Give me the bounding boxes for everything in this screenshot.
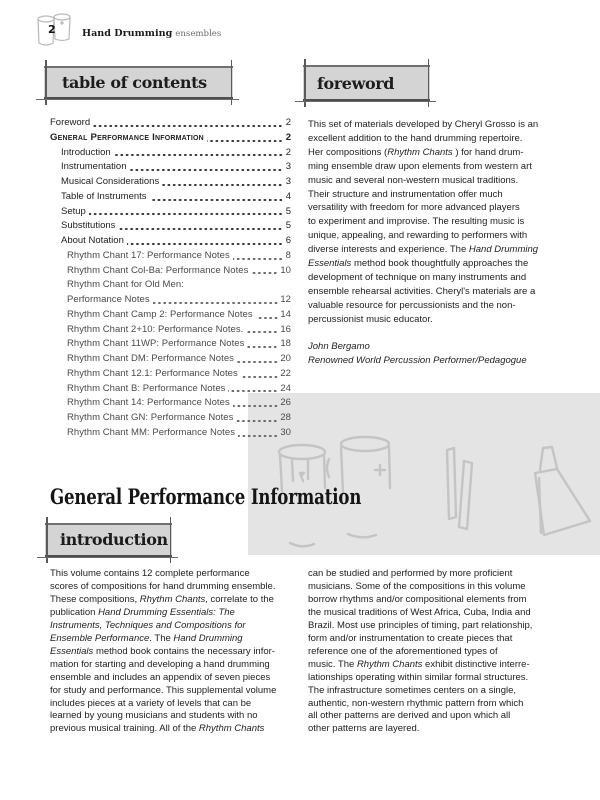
cowbell-sketch xyxy=(535,447,590,535)
toc-entry-label: Performance Notes xyxy=(67,294,150,305)
toc-entry-page: 8 xyxy=(285,249,291,261)
text-run: scores of compositions for hand drumming ensemble. xyxy=(50,580,276,592)
dot-leader xyxy=(129,169,283,171)
toc-entry-label: General Performance Information xyxy=(50,131,204,143)
introduction-column-right xyxy=(308,568,532,736)
toc-entry-page: 26 xyxy=(280,397,291,409)
italic-text: Rhythm Chants xyxy=(387,146,453,158)
dot-leader xyxy=(241,376,279,378)
italic-text: Essentials xyxy=(308,258,352,270)
text-line xyxy=(308,633,532,646)
foreword-signature xyxy=(308,340,527,368)
text-line xyxy=(308,215,538,229)
toc-entry-page: 3 xyxy=(285,161,291,173)
text-line xyxy=(308,313,538,327)
toc-entry-page: 24 xyxy=(280,382,291,394)
text-line xyxy=(308,672,532,685)
text-line xyxy=(308,581,532,594)
toc-entry xyxy=(67,249,291,264)
text-run: excellent addition to the hand drumming repertoire. xyxy=(308,132,523,144)
toc-entry-label: Musical Considerations xyxy=(61,176,160,187)
text-line xyxy=(308,620,532,633)
toc-entry-label: Rhythm Chant 11WP: Performance Notes xyxy=(67,338,245,350)
dot-leader xyxy=(118,228,283,230)
toc-entry xyxy=(67,323,291,338)
foreword-label: foreword xyxy=(317,74,395,93)
toc-entry-label: Rhythm Chant 14: Performance Notes xyxy=(67,397,230,409)
toc-entry-page: 10 xyxy=(280,264,291,276)
toc-entry xyxy=(67,264,291,279)
text-run: learned by young musicians and students with no xyxy=(50,710,258,722)
text-line xyxy=(308,594,532,607)
toc-entry-label: Instrumentation xyxy=(61,161,127,173)
text-line xyxy=(308,160,538,174)
text-line xyxy=(308,229,538,243)
toc-entry xyxy=(61,219,291,234)
toc-entry-label: Rhythm Chant 2+10: Performance Notes. xyxy=(67,323,244,335)
text-line xyxy=(50,594,276,607)
text-run: all other patterns are derived and upon which all xyxy=(308,710,511,722)
text-run: music. The xyxy=(308,658,357,670)
text-line xyxy=(50,685,276,698)
toc-label-box xyxy=(44,66,233,100)
toc-entry xyxy=(50,116,291,131)
text-run: method book thoughtfully approaches the xyxy=(351,258,529,270)
text-line xyxy=(308,188,538,202)
text-run: This volume contains 12 complete performance xyxy=(50,568,250,579)
text-line xyxy=(308,659,532,672)
toc-entry-page: 5 xyxy=(285,205,291,217)
toc-entry xyxy=(67,367,291,382)
dot-leader xyxy=(238,435,278,437)
toc-entry-label: Rhythm Chant 17: Performance Notes xyxy=(67,249,230,261)
dot-leader xyxy=(114,154,283,156)
text-line xyxy=(50,698,276,711)
toc-entry-page: 28 xyxy=(280,412,291,423)
text-run: These compositions, xyxy=(50,593,140,605)
toc-entry xyxy=(61,205,291,220)
toc-entry-page: 6 xyxy=(285,235,291,246)
text-run: lationships operating within similar formal structures. xyxy=(308,671,529,683)
table-of-contents xyxy=(50,116,291,441)
toc-entry-page: 14 xyxy=(280,308,291,320)
dot-leader xyxy=(247,346,278,348)
text-line xyxy=(50,659,276,672)
text-line xyxy=(50,607,276,620)
text-line xyxy=(50,568,276,581)
toc-entry-label: Rhythm Chant Camp 2: Performance Notes xyxy=(67,308,253,320)
text-run: method book contains the necessary infor- xyxy=(93,645,275,657)
toc-entry-page: 3 xyxy=(285,176,291,187)
dot-leader xyxy=(236,420,278,422)
claves-sketch xyxy=(447,448,472,529)
text-run: ming ensemble draw upon elements from western art xyxy=(308,160,532,172)
dot-leader xyxy=(93,125,283,127)
text-run: diverse interests and experience. The xyxy=(308,244,469,256)
text-line xyxy=(308,723,532,736)
toc-entry-label: Rhythm Chant MM: Performance Notes xyxy=(67,426,236,438)
text-run: includes pieces at a variety of levels that can be xyxy=(50,697,252,709)
text-run: , correlate to the xyxy=(205,593,274,605)
toc-entry xyxy=(61,175,291,190)
text-line xyxy=(308,132,538,146)
toc-entry-page: 4 xyxy=(285,190,291,202)
text-run: exhibit distinctive interre- xyxy=(422,658,530,670)
toc-entry-page: 22 xyxy=(280,367,291,379)
dot-leader xyxy=(256,317,279,319)
italic-text: Hand Drumming xyxy=(173,632,243,644)
toc-entry-page: 2 xyxy=(285,131,291,143)
text-run: . The xyxy=(149,632,174,644)
dot-leader xyxy=(233,405,279,407)
text-run: form and/or instrumentation to create pieces that xyxy=(308,632,513,644)
text-line xyxy=(308,607,532,620)
toc-entry-page: 12 xyxy=(280,294,291,305)
text-line xyxy=(308,710,532,723)
text-run: ensemble and includes an appendix of seven pieces xyxy=(50,671,271,683)
text-run: music and several non-western musical traditions. xyxy=(308,174,519,186)
dot-leader xyxy=(233,258,283,260)
dot-leader xyxy=(251,272,278,274)
toc-entry-label: Rhythm Chant DM: Performance Notes xyxy=(67,353,234,364)
italic-text: Rhythm Chants xyxy=(139,593,206,605)
brush-stroke xyxy=(37,557,178,558)
brush-stroke xyxy=(36,99,239,100)
text-line xyxy=(308,257,538,271)
text-line xyxy=(50,620,276,633)
dot-leader xyxy=(207,140,283,142)
toc-entry xyxy=(67,426,291,441)
text-run: mation for starting and developing a hand drumming xyxy=(50,658,270,670)
text-line xyxy=(50,710,276,723)
text-run: to experiment and improvise. The resulting music is xyxy=(308,216,525,228)
text-run: ) for hand drum- xyxy=(452,146,524,158)
text-line xyxy=(308,568,532,581)
toc-entry-page: 5 xyxy=(285,220,291,232)
text-line xyxy=(308,285,538,299)
text-run: musicians. Some of the compositions in this volume xyxy=(308,580,526,592)
text-run: for study and performance. This supplemental volume xyxy=(50,684,277,696)
text-line xyxy=(308,299,538,313)
text-line xyxy=(308,201,538,215)
instrument-sketch-panel xyxy=(248,393,600,555)
section-heading: General Performance Information xyxy=(50,484,362,509)
foreword-body xyxy=(308,118,538,327)
introduction-label: introduction xyxy=(60,530,168,549)
page-number: 2 xyxy=(48,23,56,36)
toc-entry xyxy=(67,396,291,411)
italic-text: Hand Drumming xyxy=(468,244,539,256)
text-run: percussionist music educator. xyxy=(308,313,433,325)
toc-entry-label: Rhythm Chant for Old Men: xyxy=(67,279,184,291)
toc-entry-label: Rhythm Chant GN: Performance Notes xyxy=(67,412,234,423)
text-run: Her compositions ( xyxy=(308,146,388,158)
dot-leader xyxy=(237,361,278,363)
toc-entry-label: Substitutions xyxy=(61,220,116,232)
text-run: can be studied and performed by more proficient xyxy=(308,568,513,579)
text-run: Their structure and instrumentation offer much xyxy=(308,188,503,200)
text-line xyxy=(50,646,276,659)
text-run: unique, appealing, and rewarding to performers with xyxy=(308,230,528,242)
italic-text: Rhythm Chants xyxy=(198,723,265,735)
toc-entry xyxy=(61,146,291,161)
text-line xyxy=(308,698,532,711)
text-run: publication xyxy=(50,606,99,618)
dot-leader xyxy=(89,213,283,215)
toc-entry xyxy=(67,337,291,352)
text-run: authentic, non-western rhythmic pattern from which xyxy=(308,697,524,709)
toc-entry-page: 16 xyxy=(280,323,291,335)
toc-entry xyxy=(67,278,291,293)
dot-leader xyxy=(150,199,283,201)
toc-entry xyxy=(61,234,291,249)
text-run: previous musical training. All of the xyxy=(50,723,199,735)
text-line xyxy=(308,646,532,659)
toc-entry xyxy=(67,352,291,367)
italic-text: Rhythm Chants xyxy=(356,658,423,670)
foreword-label-box xyxy=(303,65,430,102)
toc-entry xyxy=(50,131,291,146)
text-run: development of technique on many instruments and xyxy=(308,271,527,283)
running-title-sub: ensembles xyxy=(175,29,222,39)
text-line xyxy=(308,685,532,698)
toc-entry-label: Introduction xyxy=(61,146,111,158)
text-run: other patterns are layered. xyxy=(308,723,420,735)
text-run: borrow rhythms and/or compositional elements from xyxy=(308,593,527,605)
dot-leader xyxy=(228,390,278,392)
toc-entry-page: 2 xyxy=(285,117,291,128)
text-line xyxy=(50,633,276,646)
toc-entry-label: Setup xyxy=(61,205,86,217)
text-line xyxy=(308,271,538,285)
toc-entry xyxy=(67,293,291,308)
dot-leader xyxy=(246,331,278,333)
toc-entry xyxy=(67,382,291,397)
toc-entry-page: 30 xyxy=(280,426,291,438)
dot-leader xyxy=(127,243,283,245)
toc-label: table of contents xyxy=(62,73,207,92)
text-run: The infrastructure sometimes centers on a single, xyxy=(308,684,517,696)
toc-entry-label: Rhythm Chant B: Performance Notes xyxy=(67,382,226,394)
toc-entry-label: Table of Instruments xyxy=(61,190,147,202)
toc-entry xyxy=(61,190,291,205)
text-line xyxy=(308,174,538,188)
brush-stroke xyxy=(295,101,436,102)
text-line xyxy=(50,672,276,685)
text-run: reference one of the aforementioned types of xyxy=(308,645,498,657)
toc-entry-label: Rhythm Chant Col-Ba: Performance Notes xyxy=(67,264,249,276)
dot-leader xyxy=(162,184,283,186)
toc-entry-page: 2 xyxy=(285,146,291,158)
italic-text: Essentials xyxy=(50,645,94,657)
text-run: Brazil. Most use principles of timing, part relationship, xyxy=(308,619,533,631)
italic-text: Hand Drumming Essentials: The xyxy=(98,606,235,618)
toc-entry-label: Foreword xyxy=(50,117,91,128)
toc-entry-label: About Notation xyxy=(61,235,124,246)
toc-entry-label: Rhythm Chant 12.1: Performance Notes xyxy=(67,367,238,379)
toc-entry xyxy=(61,160,291,175)
toc-entry-page: 18 xyxy=(280,338,291,350)
text-run: valuable resource for percussionists and the non- xyxy=(308,299,516,311)
text-line xyxy=(308,118,538,132)
text-line xyxy=(308,243,538,257)
text-line xyxy=(50,581,276,594)
introduction-label-box xyxy=(45,523,172,558)
signature-name: John Bergamo xyxy=(308,341,370,352)
italic-text: Instruments, Techniques and Compositions for xyxy=(50,619,246,631)
running-title xyxy=(82,23,221,41)
running-title-main: Hand Drumming xyxy=(82,28,173,39)
introduction-column-left xyxy=(50,568,276,736)
instrument-sketch-illustration xyxy=(248,393,600,555)
text-run: This set of materials developed by Cheryl Grosso is an xyxy=(308,119,539,130)
toc-entry-page: 20 xyxy=(280,353,291,364)
text-line xyxy=(50,723,276,736)
text-run: versatility with freedom for more advanced players xyxy=(308,202,520,214)
toc-entry xyxy=(67,308,291,323)
signature-title: Renowned World Percussion Performer/Pedagogue xyxy=(308,355,527,366)
text-run: the musical traditions of West Africa, Cuba, India and xyxy=(308,606,531,618)
toc-entry xyxy=(67,411,291,426)
dot-leader xyxy=(153,302,279,304)
italic-text: Ensemble Performance xyxy=(50,632,150,644)
text-run: ensemble rehearsal activities. Cheryl's materials are a xyxy=(308,285,536,297)
text-line xyxy=(308,146,538,160)
